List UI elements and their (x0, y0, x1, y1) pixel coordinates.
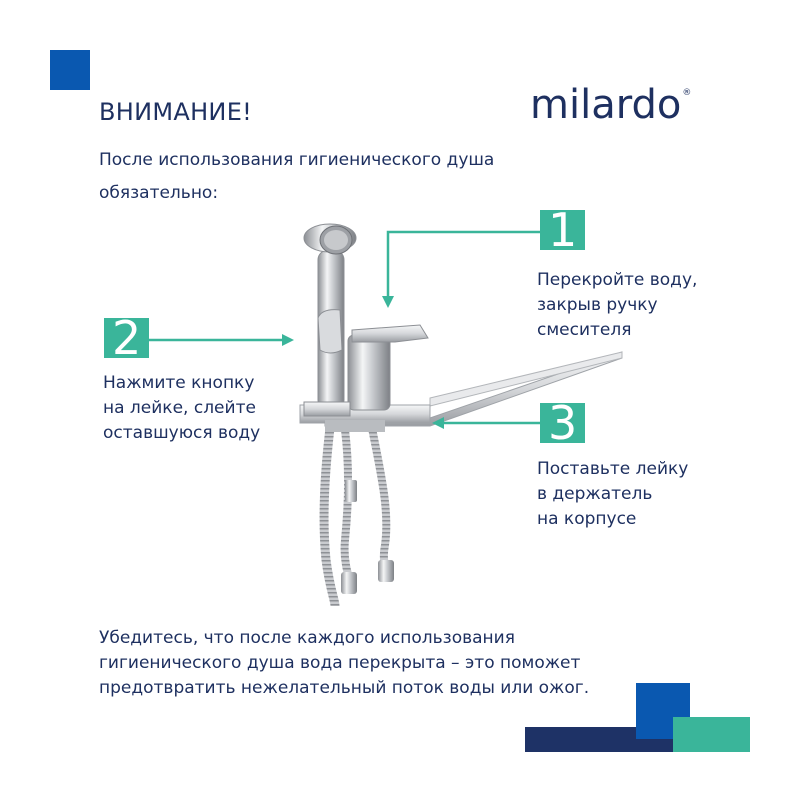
step-2-line: Нажмите кнопку (103, 373, 255, 393)
step-1-line: Перекройте воду, (537, 270, 698, 290)
brand-logo-text: milardo (530, 82, 682, 128)
step-3-number: 3 (548, 403, 578, 443)
mixer-body (348, 325, 428, 410)
step-1-line: закрыв ручку (537, 295, 658, 315)
decor-block-teal (673, 717, 750, 752)
flexible-hoses (324, 428, 394, 606)
page-title: ВНИМАНИЕ! (99, 98, 253, 126)
step-3-line: в держатель (537, 484, 653, 504)
step-2-line: оставшуюся воду (103, 423, 261, 443)
step-2-number: 2 (112, 318, 142, 358)
footer-line: гигиенического душа вода перекрыта – это поможет (99, 653, 581, 673)
step-1-line: смесителя (537, 320, 632, 340)
step-1-number: 1 (548, 210, 578, 250)
step-3-line: на корпусе (537, 509, 637, 529)
step-2-line: на лейке, слейте (103, 398, 256, 418)
footer-line: предотвратить нежелательный поток воды или ожог. (99, 678, 590, 698)
step-3-badge (540, 403, 585, 443)
registered-mark: ® (682, 88, 692, 98)
footer-note (99, 626, 619, 701)
step-3-text (537, 457, 688, 532)
step-1-badge (540, 210, 585, 250)
step-2-text (103, 371, 260, 446)
footer-line: Убедитесь, что после каждого использования (99, 628, 515, 648)
step-2-badge (104, 318, 149, 358)
step-1-text (537, 268, 697, 343)
step-3-line: Поставьте лейку (537, 459, 689, 479)
intro-text: После использования гигиенического душа обязательно: (99, 150, 495, 203)
